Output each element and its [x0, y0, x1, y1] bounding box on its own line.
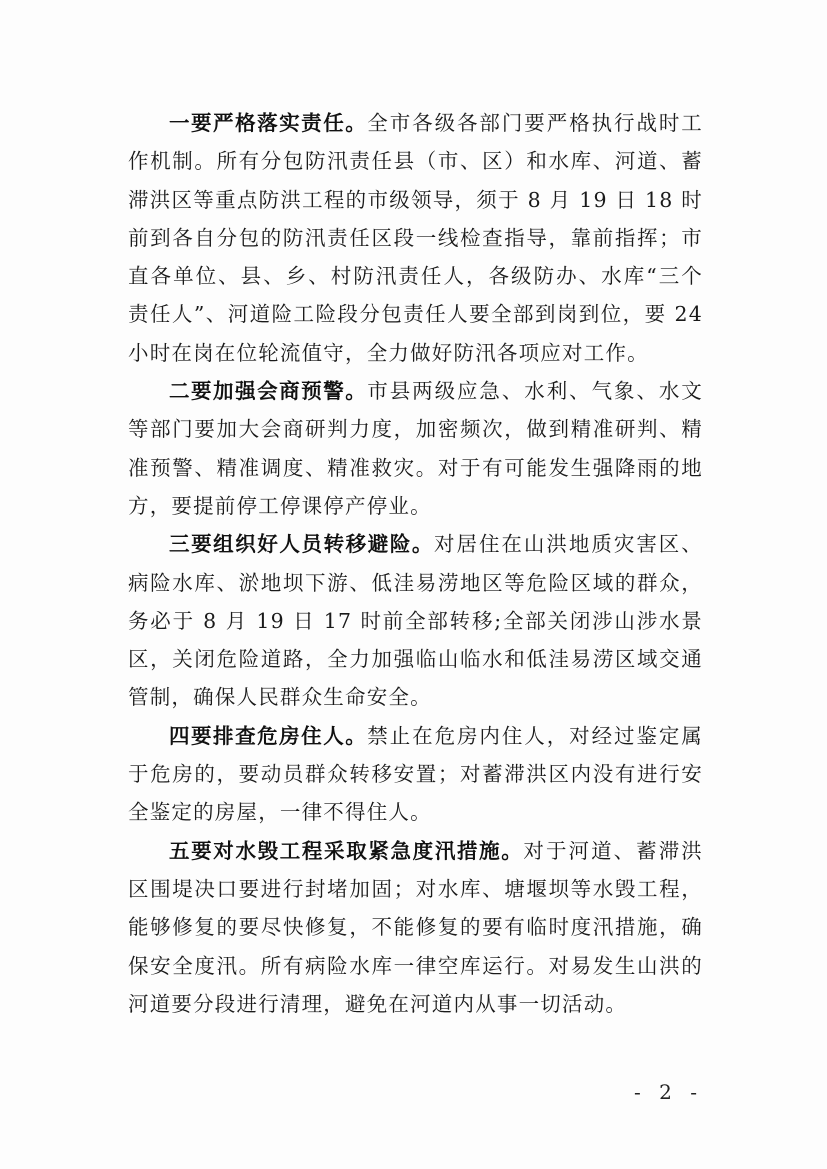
paragraph-4 — [128, 717, 703, 832]
paragraph-2 — [128, 372, 703, 525]
paragraph-3-heading: 三要组织好人员转移避险。 — [169, 532, 434, 557]
paragraph-1-text: 全市各级各部门要严格执行战时工作机制。所有分包防汛责任县（市、区）和水库、河道、蓄滞洪区等重点防洪工程的市级领导，须于 8 月 19 日 18 时前到各自分包的防汛责任区段一线检查指导，靠前指挥；市直各单位、县、乡、村防汛责任人，各级防办、水库“三个责任人”、河道险工险段分包责任人要全部到岗到位，要 24 小时在岗在位轮流值守，全力做好防汛各项应对工作。 — [128, 111, 704, 365]
page-number: - 2 - — [634, 1080, 703, 1104]
paragraph-1-heading: 一要严格落实责任。 — [169, 111, 368, 135]
paragraph-4-text: 禁止在危房内住人，对经过鉴定属于危房的，要动员群众转移安置；对蓄滞洪区内没有进行安全鉴定的房屋，一律不得住人。 — [128, 723, 704, 825]
paragraph-5 — [128, 832, 703, 1023]
paragraph-4-heading: 四要排查危房住人。 — [169, 723, 368, 748]
paragraph-5-text: 对于河道、蓄滞洪区围堤决口要进行封堵加固；对水库、塘堰坝等水毁工程，能够修复的要尽快修复，不能修复的要有临时度汛措施，确保安全度汛。所有病险水库一律空库运行。对易发生山洪的河道要分段进行清理，避免在河道内从事一切活动。 — [128, 838, 703, 1016]
document-body — [128, 104, 703, 1023]
paragraph-2-text: 市县两级应急、水利、气象、水文等部门要加大会商研判力度，加密频次，做到精准研判、精准预警、精准调度、精准救灾。对于有可能发生强降雨的地方，要提前停工停课停产停业。 — [128, 379, 704, 518]
paragraph-2-heading: 二要加强会商预警。 — [169, 379, 368, 404]
paragraph-1 — [128, 104, 703, 372]
paragraph-3-text: 对居住在山洪地质灾害区、病险水库、淤地坝下游、低洼易涝地区等危险区域的群众，务必于 8 月 19 日 17 时前全部转移;全部关闭涉山涉水景区，关闭危险道路，全力加强临山临水和低洼易涝区域交通管制，确保人民群众生命安全。 — [128, 532, 703, 710]
paragraph-3 — [128, 525, 703, 716]
paragraph-5-heading: 五要对水毁工程采取紧急度汛措施。 — [169, 838, 524, 863]
